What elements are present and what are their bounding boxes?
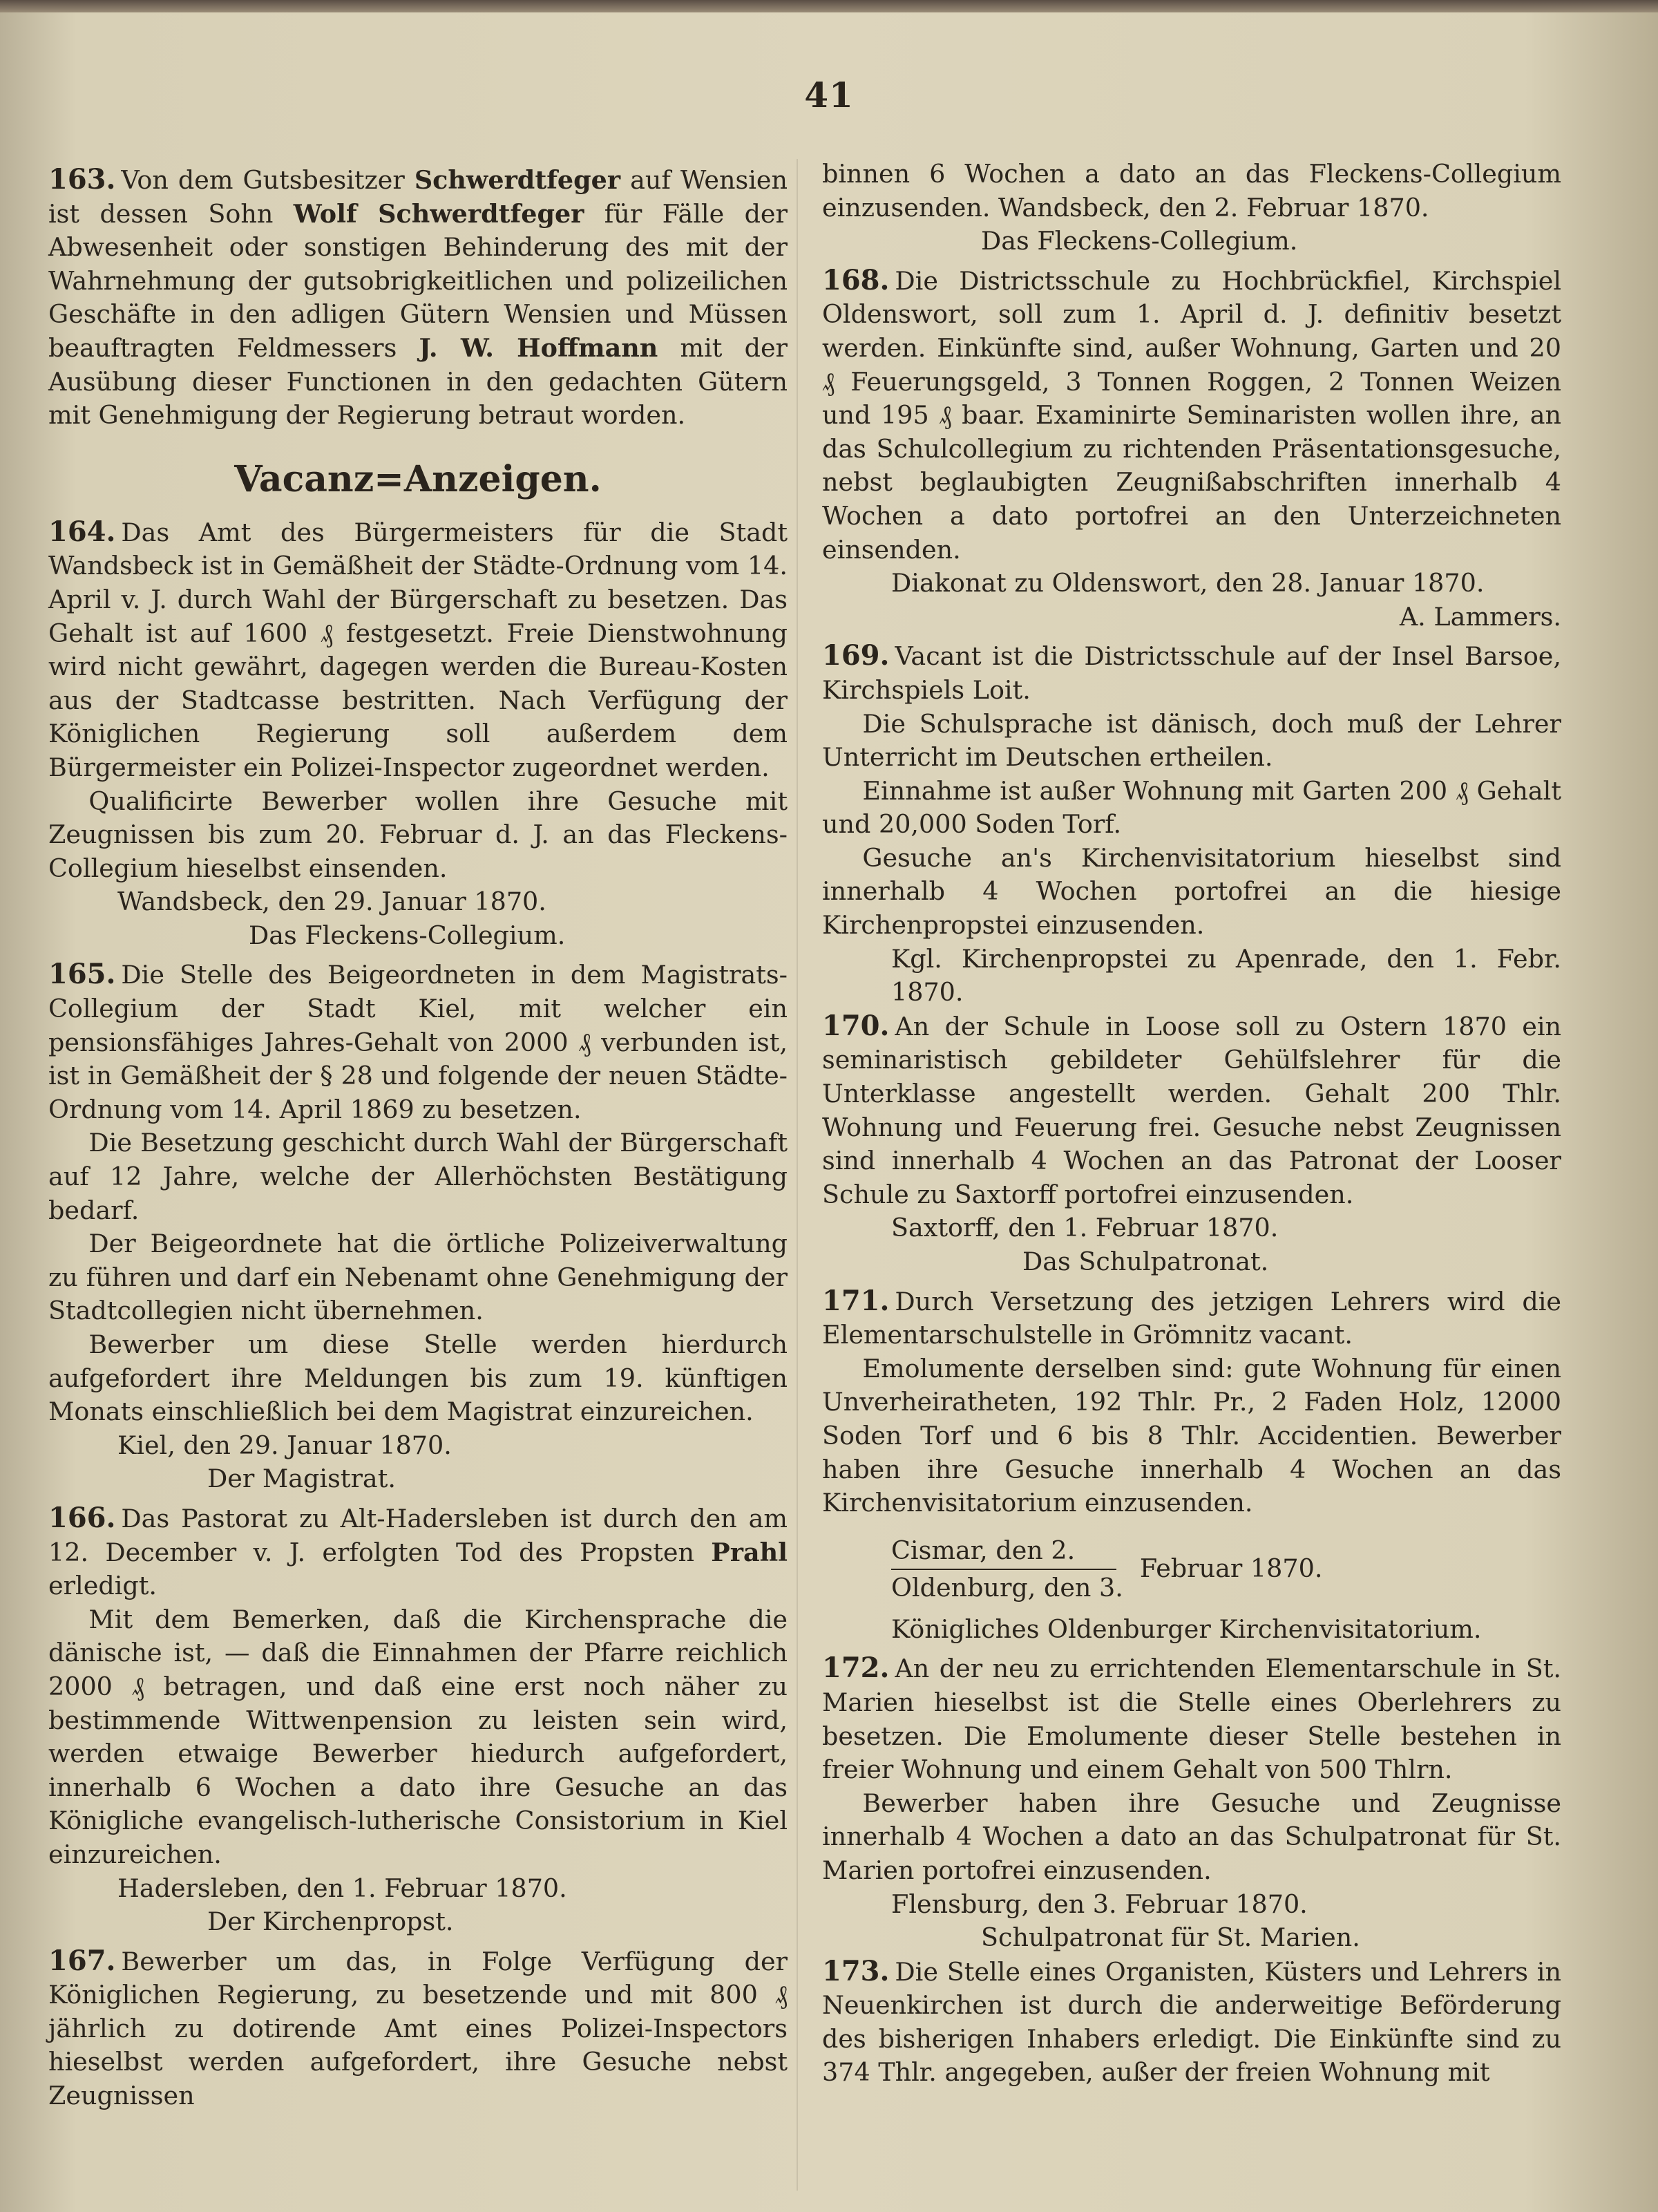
person-name: Wolf Schwerdtfeger <box>293 198 584 229</box>
text-run: erledigt. <box>48 1571 157 1601</box>
notice-number: 163. <box>48 163 116 196</box>
signer: Der Kirchenpropst. <box>207 1907 454 1937</box>
date-line: Flensburg, den 3. Februar 1870. <box>891 1889 1308 1919</box>
paragraph: Die Besetzung geschicht durch Wahl der Bürgerschaft auf 12 Jahre, welche der Allerhöchsten Bestätigung bedarf. <box>48 1128 788 1225</box>
notice-number: 173. <box>822 1954 890 1987</box>
date-place: Oldenburg, den 3. <box>891 1572 1123 1603</box>
person-name: J. W. Hoffmann <box>419 332 658 363</box>
signer: Königliches Oldenburger Kirchenvisitatorium. <box>891 1614 1482 1644</box>
notice-167 <box>48 1945 788 2113</box>
text-run: Die Stelle eines Organisten, Küsters und Lehrers in Neuenkirchen ist durch die anderweitige Beförderung des bisherigen Inhabers erledigt. Die Einkünfte sind zu 374 Thlr. angegeben, außer der freien Wohnung mit <box>822 1956 1561 2088</box>
notice-number: 167. <box>48 1944 116 1977</box>
text-run: Das Amt des Bürgermeisters für die Stadt Wandsbeck ist in Gemäßheit der Städte-Ordnung vom 14. April v. J. durch Wahl der Bürgerschaft zu besetzen. Das Gehalt ist auf 1600 ₰ festgesetzt. Freie Dienstwohnung wird nicht gewährt, dagegen werden die Bureau-Kosten aus der Stadtcasse bestritten. Nach Verfügung der Königlichen Regierung soll außerdem dem Bürgermeister ein Polizei-Inspector zugeordnet werden. <box>48 517 788 782</box>
text-run: Die Districtsschule zu Hochbrückfiel, Kirchspiel Oldenswort, soll zum 1. April d. J. definitiv besetzt werden. Einkünfte sind, außer Wohnung, Garten und 20 ₰ Feuerungsgeld, 3 Tonnen Roggen, 2 Tonnen Weizen und 195 ₰ baar. Examinirte Seminaristen wollen ihre, an das Schulcollegium zu richtenden Präsentationsgesuche, nebst beglaubigten Zeugnißabschriften innerhalb 4 Wochen a dato portofrei an den Unterzeichneten einsenden. <box>822 265 1561 565</box>
notice-173 <box>822 1955 1561 2090</box>
notice-number: 171. <box>822 1284 890 1317</box>
notice-170 <box>822 1010 1561 1279</box>
paragraph: Bewerber haben ihre Gesuche und Zeugnisse innerhalb 4 Wochen a dato an das Schulpatronat für St. Marien portofrei einzusenden. <box>822 1788 1561 1885</box>
paragraph <box>48 1945 788 2113</box>
notice-163 <box>48 163 788 433</box>
date-line: Kiel, den 29. Januar 1870. <box>117 1430 452 1460</box>
paragraph <box>822 1285 1561 1352</box>
paragraph <box>822 1010 1561 1212</box>
right-column <box>822 158 1561 2090</box>
paragraph <box>48 958 788 1126</box>
text-run: auf Wensien ist dessen Sohn <box>48 165 788 229</box>
date-brace <box>822 1533 1561 1606</box>
signer: Der Magistrat. <box>207 1464 396 1494</box>
notice-number: 168. <box>822 263 890 296</box>
signer: Das Fleckens-Collegium. <box>981 226 1298 256</box>
notice-167-continued <box>822 158 1561 258</box>
notice-172 <box>822 1652 1561 1954</box>
paragraph <box>822 1652 1561 1786</box>
text-run: für Fälle der Abwesenheit oder sonstigen Behinderung des mit der Wahrnehmung der gutsobrigkeitlichen und polizeilichen Geschäfte in den adligen Gütern Wensien und Müssen beauftragten Feldmessers <box>48 198 788 363</box>
paragraph: Qualificirte Bewerber wollen ihre Gesuche mit Zeugnissen bis zum 20. Februar d. J. an das Fleckens-Collegium hieselbst einsenden. <box>48 786 788 883</box>
paragraph <box>822 639 1561 707</box>
page-number: 41 <box>804 75 854 115</box>
text-run: Das Pastorat zu Alt-Hadersleben ist durch den am 12. December v. J. erfolgten Tod des Propsten <box>48 1503 788 1567</box>
notice-number: 165. <box>48 958 116 991</box>
text-run: An der Schule in Loose soll zu Ostern 1870 ein seminaristisch gebildeter Gehülfslehrer für die Unterklasse angestellt werden. Gehalt 200 Thlr. Wohnung und Feuerung frei. Gesuche nebst Zeugnissen sind innerhalb 4 Wochen an das Patronat der Looser Schule zu Saxtorff portofrei einzusenden. <box>822 1011 1561 1209</box>
notice-165 <box>48 958 788 1496</box>
date-month: Februar 1870. <box>1139 1553 1323 1584</box>
notice-164 <box>48 516 788 953</box>
signer: Das Schulpatronat. <box>1022 1247 1269 1276</box>
text-run: Vacant ist die Districtsschule auf der Insel Barsoe, Kirchspiels Loit. <box>822 641 1561 705</box>
person-name: Prahl <box>711 1537 788 1567</box>
signer: Das Fleckens-Collegium. <box>249 920 566 950</box>
signer: Schulpatronat für St. Marien. <box>981 1922 1360 1953</box>
notice-number: 172. <box>822 1652 890 1685</box>
notice-171 <box>822 1285 1561 1647</box>
paragraph <box>822 1955 1561 2090</box>
notice-168 <box>822 264 1561 634</box>
text-run: Die Stelle des Beigeordneten in dem Magistrats-Collegium der Stadt Kiel, mit welcher ein pensionsfähiges Jahres-Gehalt von 2000 ₰ verbunden ist, ist in Gemäßheit der § 28 und folgende der neuen Städte-Ordnung vom 14. April 1869 zu besetzen. <box>48 960 788 1124</box>
text-run: Bewerber um das, in Folge Verfügung der Königlichen Regierung, zu besetzende und mit 800 ₰ jährlich zu dotirende Amt eines Polizei-Inspectors hieselbst werden aufgefordert, ihre Gesuche nebst Zeugnissen <box>48 1946 788 2111</box>
left-column <box>48 158 788 2113</box>
scan-edge <box>0 0 1658 12</box>
date-line: Saxtorff, den 1. Februar 1870. <box>891 1213 1279 1243</box>
paragraph: Die Schulsprache ist dänisch, doch muß der Lehrer Unterricht im Deutschen ertheilen. <box>822 708 1561 773</box>
column-divider <box>797 159 798 2191</box>
notice-number: 164. <box>48 515 116 548</box>
date-place: Cismar, den 2. <box>891 1533 1116 1570</box>
paragraph: Einnahme ist außer Wohnung mit Garten 200 ₰ Gehalt und 20,000 Soden Torf. <box>822 775 1561 840</box>
paragraph: Bewerber um diese Stelle werden hierdurch aufgefordert ihre Meldungen bis zum 19. künftigen Monats einschließlich bei dem Magistrat einzureichen. <box>48 1330 788 1427</box>
text-run: Von dem Gutsbesitzer <box>121 165 414 195</box>
paragraph: binnen 6 Wochen a dato an das Fleckens-Collegium einzusenden. Wandsbeck, den 2. Februar 1870. <box>822 159 1561 223</box>
paragraph: Mit dem Bemerken, daß die Kirchensprache die dänische ist, — daß die Einnahmen der Pfarre reichlich 2000 ₰ betragen, und daß eine erst noch näher zu bestimmende Wittwenpension zu leisten sein wird, werden etwaige Bewerber hiedurch aufgefordert, innerhalb 6 Wochen a dato ihre Gesuche an das Königliche evangelisch-lutherische Consistorium in Kiel einzureichen. <box>48 1604 788 1869</box>
paragraph: Gesuche an's Kirchenvisitatorium hieselbst sind innerhalb 4 Wochen portofrei an die hiesige Kirchenpropstei einzusenden. <box>822 842 1561 940</box>
signer: A. Lammers. <box>1399 601 1561 632</box>
text-run: Durch Versetzung des jetzigen Lehrers wird die Elementarschulstelle in Grömnitz vacant. <box>822 1286 1561 1350</box>
paragraph <box>48 1502 788 1603</box>
paragraph <box>822 264 1561 567</box>
paragraph: Emolumente derselben sind: gute Wohnung für einen Unverheiratheten, 192 Thlr. Pr., 2 Faden Holz, 12000 Soden Torf und 6 bis 8 Thlr. Accidentien. Bewerber haben ihre Gesuche innerhalb 4 Wochen an das Kirchenvisitatorium einzusenden. <box>822 1353 1561 1518</box>
notice-166 <box>48 1502 788 1939</box>
date-line: Kgl. Kirchenpropstei zu Apenrade, den 1. Febr. 1870. <box>891 943 1561 1008</box>
section-heading: Vacanz=Anzeigen. <box>234 457 602 500</box>
paragraph <box>48 516 788 785</box>
notice-number: 170. <box>822 1009 890 1042</box>
paragraph: Der Beigeordnete hat die örtliche Polizeiverwaltung zu führen und darf ein Nebenamt ohne Genehmigung der Stadtcollegien nicht übernehmen. <box>48 1229 788 1326</box>
person-name: Schwerdtfeger <box>414 165 621 195</box>
notice-number: 166. <box>48 1501 116 1534</box>
text-run: An der neu zu errichtenden Elementarschule in St. Marien hieselbst ist die Stelle eines Oberlehrers zu besetzen. Die Emolumente dieser Stelle bestehen in freier Wohnung und einem Gehalt von 500 Thlrn. <box>822 1654 1561 1785</box>
notice-163-text <box>48 163 788 433</box>
date-line: Hadersleben, den 1. Februar 1870. <box>117 1873 567 1903</box>
text-run: mit der Ausübung dieser Functionen in den gedachten Gütern mit Genehmigung der Regierung betraut worden. <box>48 332 788 431</box>
notice-number: 169. <box>822 639 890 672</box>
date-places <box>822 1533 1123 1606</box>
notice-169 <box>822 639 1561 1010</box>
date-line: Diakonat zu Oldenswort, den 28. Januar 1870. <box>891 568 1485 598</box>
date-line: Wandsbeck, den 29. Januar 1870. <box>117 887 546 917</box>
